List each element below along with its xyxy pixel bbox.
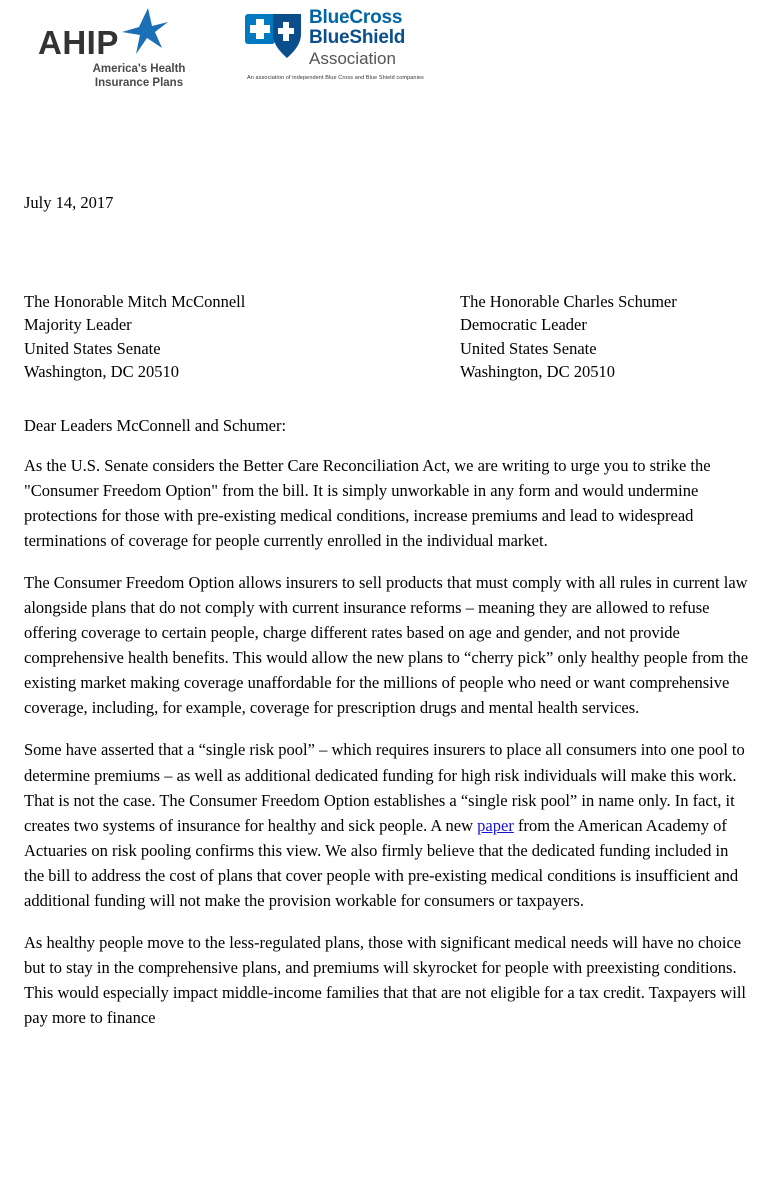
- letter-date: July 14, 2017: [24, 193, 114, 212]
- recipient-right-title: Democratic Leader: [460, 315, 587, 335]
- bcbs-line2: BlueShield: [309, 26, 406, 48]
- ahip-logo: [30, 8, 220, 91]
- ahip-star-icon: [122, 8, 168, 54]
- recipient-right-org: United States Senate: [460, 338, 597, 358]
- bcbs-wordmark: [309, 8, 405, 69]
- recipient-left-org: United States Senate: [24, 338, 161, 358]
- blue-shield-icon: [273, 14, 301, 58]
- bcbs-line1: BlueCross: [309, 7, 403, 28]
- paragraph-1: As the U.S. Senate considers the Better Care Reconciliation Act, we are writing to urge you to strike the "Consumer Freedom Option" from the bill. It is simply unworkable in any form and would undermine protections for those with pre-existing medical conditions, increase premiums and lead to widespread terminations of coverage for people currently enrolled in the individual market.: [24, 455, 711, 550]
- paragraph-3: [24, 737, 752, 913]
- ahip-tagline-line2: Insurance Plans: [94, 77, 184, 90]
- bcbs-marks: [245, 8, 303, 64]
- blue-cross-icon: [245, 14, 275, 44]
- ahip-wordmark: [30, 8, 220, 60]
- ahip-wordmark-text: AHIP: [38, 24, 119, 61]
- salutation: Dear Leaders McConnell and Schumer:: [24, 415, 287, 435]
- recipient-right-city: Washington, DC 20510: [460, 362, 615, 382]
- bcbs-disclaimer: An association of independent Blue Cross and Blue Shield companies: [247, 75, 424, 82]
- paragraph-3-part1: Some have asserted that a “single risk pool” – which requires insurers to place all consumers into one pool to determine premiums – as well as additional dedicated funding for high risk individuals will make this work. That is not the case. The Consumer Freedom Option establishes a “single risk pool” in name only. In fact, it creates two systems of insurance for healthy and sick people. A new: [24, 740, 745, 835]
- paragraph-2: The Consumer Freedom Option allows insurers to sell products that must comply with all rules in current law alongside plans that do not comply with current insurance reforms – meaning they are allowed to refuse offering coverage to certain people, charge different rates based on age and gender, and not provide comprehensive health benefits. This would allow the new plans to “cherry pick” only healthy people from the existing market making coverage unaffordable for the millions of people who need or want comprehensive coverage, including, for example, coverage for prescription drugs and mental health services.: [24, 573, 749, 718]
- paragraph-4: As healthy people move to the less-regulated plans, those with significant medical needs will have no choice but to stay in the comprehensive plans, and premiums will skyrocket for people with preexisting conditions. This would especially impact middle-income families that that are not eligible for a tax credit. Taxpayers will pay more to finance: [24, 933, 747, 1028]
- recipient-left-title: Majority Leader: [24, 315, 132, 335]
- ahip-tagline-line1: America's Health: [92, 63, 186, 75]
- recipient-left: [24, 290, 460, 384]
- letterhead: [20, 0, 760, 120]
- paper-link[interactable]: paper: [477, 815, 514, 835]
- ahip-tagline: [30, 62, 220, 91]
- recipient-left-name: The Honorable Mitch McConnell: [24, 292, 246, 311]
- recipient-right-name: The Honorable Charles Schumer: [460, 292, 677, 311]
- recipient-addresses: [24, 290, 760, 384]
- recipient-left-city: Washington, DC 20510: [24, 362, 179, 382]
- bcbs-logo: [245, 8, 475, 81]
- bcbs-association-text: Association: [309, 48, 396, 68]
- paragraph-3-part2: from the American Academy of Actuaries on risk pooling confirms this view. We also firmly believe that the dedicated funding included in the bill to address the cost of plans that cover people with pre-existing medical conditions is insufficient and additional funding will not make the provision workable for consumers or taxpayers.: [24, 815, 739, 910]
- recipient-right: [460, 290, 677, 384]
- bcbs-logo-main: [245, 8, 475, 69]
